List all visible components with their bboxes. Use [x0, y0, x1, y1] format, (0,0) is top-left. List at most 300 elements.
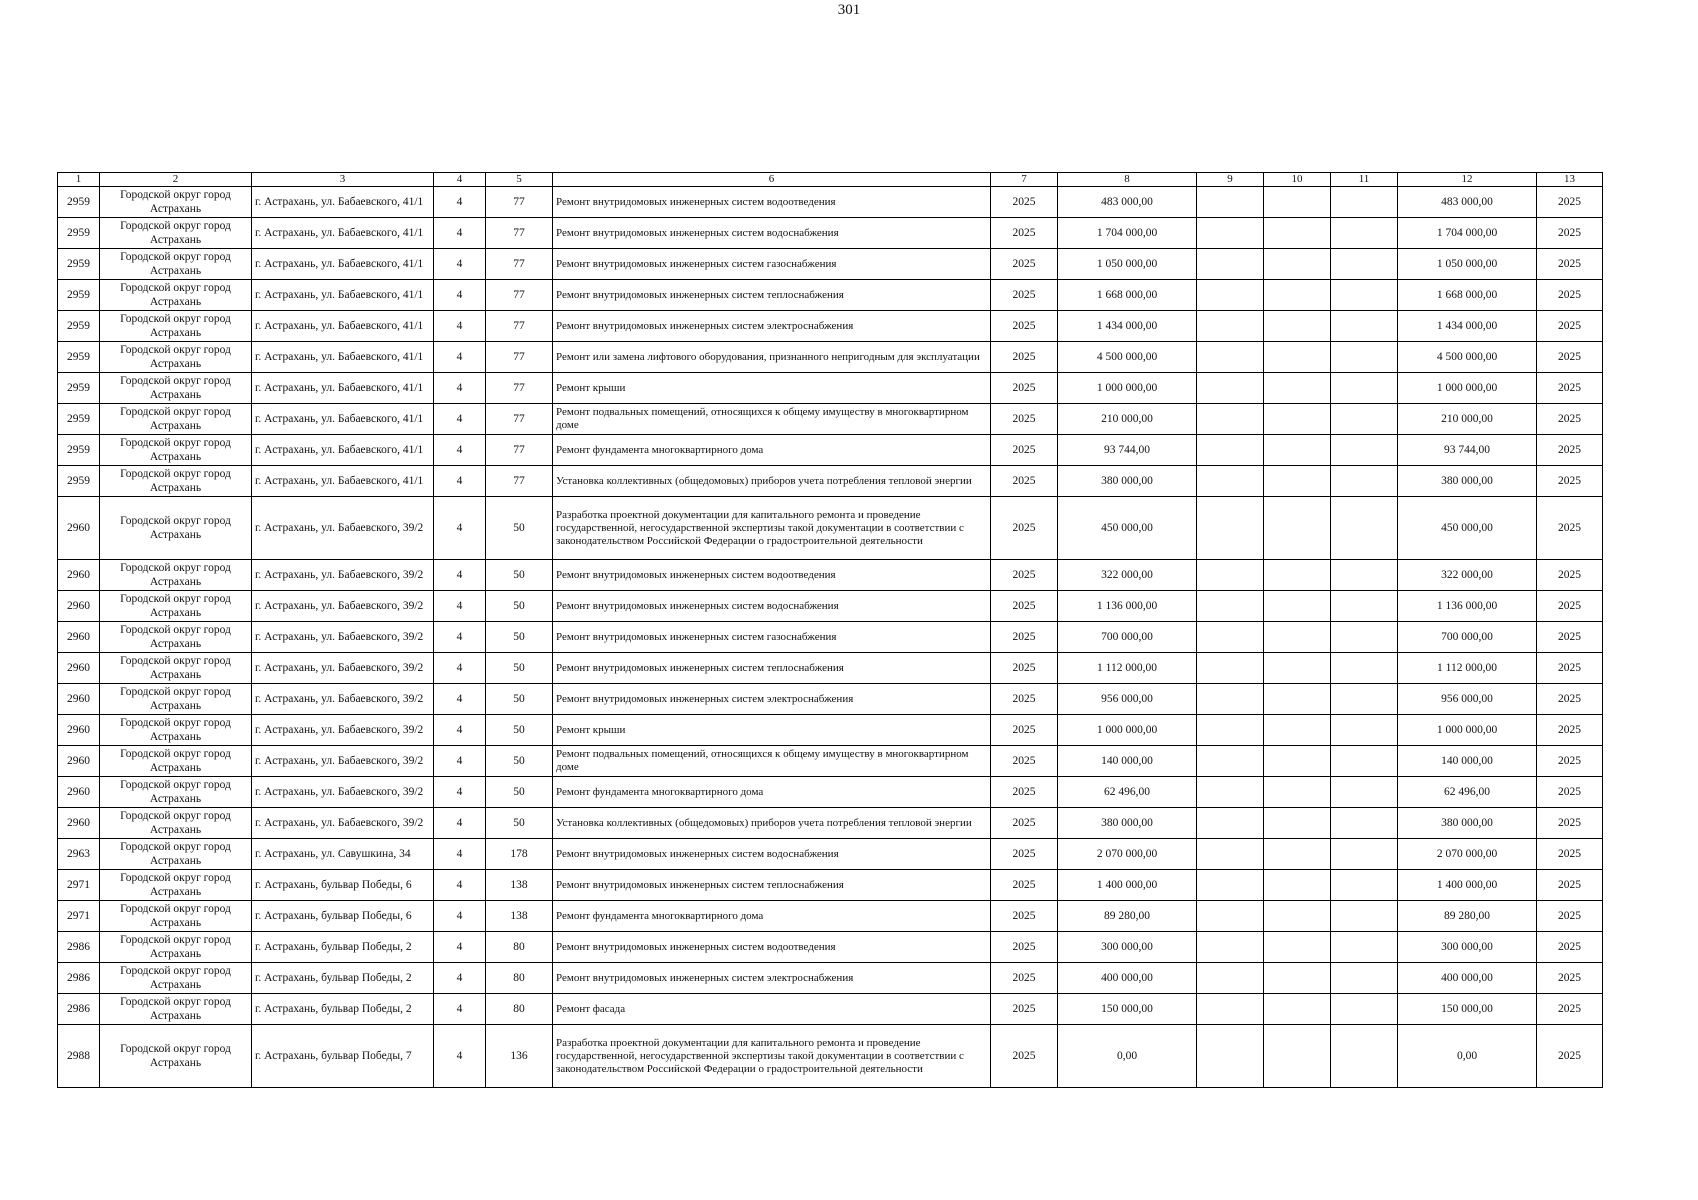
work-type-cell: Ремонт фундамента многоквартирного дома: [553, 435, 991, 466]
work-type-cell: Ремонт внутридомовых инженерных систем электроснабжения: [553, 963, 991, 994]
cost-total-cell: 380 000,00: [1058, 808, 1197, 839]
cost-fund-cell: 1 704 000,00: [1398, 218, 1537, 249]
row-number: 2986: [58, 994, 100, 1025]
column-9-cell: [1197, 746, 1264, 777]
table-row: [58, 342, 1603, 373]
column-header-11: 11: [1331, 173, 1398, 187]
column-header-4: 4: [434, 173, 486, 187]
column-5-cell: 77: [486, 187, 553, 218]
column-11-cell: [1331, 218, 1398, 249]
column-11-cell: [1331, 373, 1398, 404]
table-row: [58, 435, 1603, 466]
cost-total-cell: 93 744,00: [1058, 435, 1197, 466]
column-10-cell: [1264, 560, 1331, 591]
column-header-8: 8: [1058, 173, 1197, 187]
row-number: 2963: [58, 839, 100, 870]
plan-year-cell: 2025: [1537, 622, 1603, 653]
year-cell: 2025: [991, 994, 1058, 1025]
cost-fund-cell: 1 136 000,00: [1398, 591, 1537, 622]
cost-total-cell: 140 000,00: [1058, 746, 1197, 777]
column-4-cell: 4: [434, 187, 486, 218]
municipality-cell: Городской округ город Астрахань: [100, 466, 252, 497]
column-9-cell: [1197, 187, 1264, 218]
plan-year-cell: 2025: [1537, 963, 1603, 994]
municipality-cell: Городской округ город Астрахань: [100, 622, 252, 653]
column-9-cell: [1197, 404, 1264, 435]
cost-total-cell: 300 000,00: [1058, 932, 1197, 963]
row-number: 2960: [58, 560, 100, 591]
column-5-cell: 178: [486, 839, 553, 870]
address-cell: г. Астрахань, бульвар Победы, 6: [252, 901, 434, 932]
cost-total-cell: 0,00: [1058, 1025, 1197, 1088]
cost-fund-cell: 300 000,00: [1398, 932, 1537, 963]
table-row: [58, 280, 1603, 311]
table-row: [58, 684, 1603, 715]
table-row: [58, 808, 1603, 839]
cost-total-cell: 210 000,00: [1058, 404, 1197, 435]
cost-total-cell: 700 000,00: [1058, 622, 1197, 653]
column-4-cell: 4: [434, 963, 486, 994]
municipality-cell: Городской округ город Астрахань: [100, 560, 252, 591]
column-4-cell: 4: [434, 994, 486, 1025]
municipality-cell: Городской округ город Астрахань: [100, 870, 252, 901]
work-type-cell: Установка коллективных (общедомовых) приборов учета потребления тепловой энергии: [553, 466, 991, 497]
column-4-cell: 4: [434, 839, 486, 870]
column-5-cell: 77: [486, 466, 553, 497]
plan-year-cell: 2025: [1537, 280, 1603, 311]
work-type-cell: Ремонт крыши: [553, 715, 991, 746]
address-cell: г. Астрахань, ул. Бабаевского, 39/2: [252, 497, 434, 560]
column-11-cell: [1331, 777, 1398, 808]
cost-total-cell: 150 000,00: [1058, 994, 1197, 1025]
table-row: [58, 963, 1603, 994]
column-4-cell: 4: [434, 560, 486, 591]
column-10-cell: [1264, 187, 1331, 218]
column-11-cell: [1331, 963, 1398, 994]
municipality-cell: Городской округ город Астрахань: [100, 187, 252, 218]
column-11-cell: [1331, 311, 1398, 342]
column-11-cell: [1331, 932, 1398, 963]
column-10-cell: [1264, 963, 1331, 994]
work-type-cell: Ремонт внутридомовых инженерных систем водоснабжения: [553, 591, 991, 622]
address-cell: г. Астрахань, ул. Бабаевского, 39/2: [252, 622, 434, 653]
column-4-cell: 4: [434, 435, 486, 466]
municipality-cell: Городской округ город Астрахань: [100, 746, 252, 777]
municipality-cell: Городской округ город Астрахань: [100, 280, 252, 311]
municipality-cell: Городской округ город Астрахань: [100, 435, 252, 466]
table-row: [58, 715, 1603, 746]
table-row: [58, 249, 1603, 280]
column-header-7: 7: [991, 173, 1058, 187]
column-header-3: 3: [252, 173, 434, 187]
column-9-cell: [1197, 715, 1264, 746]
plan-year-cell: 2025: [1537, 1025, 1603, 1088]
work-type-cell: Ремонт внутридомовых инженерных систем теплоснабжения: [553, 870, 991, 901]
municipality-cell: Городской округ город Астрахань: [100, 777, 252, 808]
header-row: [58, 173, 1603, 187]
table-row: [58, 218, 1603, 249]
cost-total-cell: 1 000 000,00: [1058, 715, 1197, 746]
column-header-6: 6: [553, 173, 991, 187]
column-11-cell: [1331, 435, 1398, 466]
column-9-cell: [1197, 808, 1264, 839]
column-10-cell: [1264, 932, 1331, 963]
cost-fund-cell: 93 744,00: [1398, 435, 1537, 466]
plan-year-cell: 2025: [1537, 715, 1603, 746]
column-5-cell: 80: [486, 994, 553, 1025]
cost-total-cell: 62 496,00: [1058, 777, 1197, 808]
column-11-cell: [1331, 746, 1398, 777]
year-cell: 2025: [991, 1025, 1058, 1088]
municipality-cell: Городской округ город Астрахань: [100, 963, 252, 994]
table-row: [58, 466, 1603, 497]
table-row: [58, 777, 1603, 808]
column-5-cell: 50: [486, 653, 553, 684]
column-5-cell: 77: [486, 280, 553, 311]
column-11-cell: [1331, 466, 1398, 497]
row-number: 2959: [58, 466, 100, 497]
column-5-cell: 77: [486, 404, 553, 435]
column-11-cell: [1331, 622, 1398, 653]
column-10-cell: [1264, 839, 1331, 870]
table-row: [58, 560, 1603, 591]
cost-total-cell: 956 000,00: [1058, 684, 1197, 715]
plan-year-cell: 2025: [1537, 187, 1603, 218]
row-number: 2959: [58, 311, 100, 342]
work-type-cell: Установка коллективных (общедомовых) приборов учета потребления тепловой энергии: [553, 808, 991, 839]
work-type-cell: Ремонт внутридомовых инженерных систем водоотведения: [553, 932, 991, 963]
column-5-cell: 77: [486, 311, 553, 342]
table-row: [58, 404, 1603, 435]
column-10-cell: [1264, 435, 1331, 466]
work-type-cell: Ремонт подвальных помещений, относящихся к общему имуществу в многоквартирном доме: [553, 746, 991, 777]
cost-total-cell: 483 000,00: [1058, 187, 1197, 218]
column-10-cell: [1264, 218, 1331, 249]
column-9-cell: [1197, 653, 1264, 684]
column-5-cell: 50: [486, 715, 553, 746]
year-cell: 2025: [991, 901, 1058, 932]
cost-fund-cell: 1 668 000,00: [1398, 280, 1537, 311]
column-11-cell: [1331, 497, 1398, 560]
column-11-cell: [1331, 684, 1398, 715]
address-cell: г. Астрахань, ул. Бабаевского, 39/2: [252, 684, 434, 715]
column-5-cell: 50: [486, 777, 553, 808]
year-cell: 2025: [991, 560, 1058, 591]
work-type-cell: Ремонт внутридомовых инженерных систем водоснабжения: [553, 218, 991, 249]
column-9-cell: [1197, 870, 1264, 901]
work-type-cell: Ремонт или замена лифтового оборудования, признанного непригодным для эксплуатации: [553, 342, 991, 373]
work-type-cell: Ремонт фасада: [553, 994, 991, 1025]
column-4-cell: 4: [434, 715, 486, 746]
year-cell: 2025: [991, 435, 1058, 466]
year-cell: 2025: [991, 249, 1058, 280]
municipality-cell: Городской округ город Астрахань: [100, 808, 252, 839]
column-5-cell: 138: [486, 901, 553, 932]
column-4-cell: 4: [434, 591, 486, 622]
work-type-cell: Ремонт внутридомовых инженерных систем теплоснабжения: [553, 280, 991, 311]
column-4-cell: 4: [434, 280, 486, 311]
column-5-cell: 77: [486, 373, 553, 404]
cost-total-cell: 1 704 000,00: [1058, 218, 1197, 249]
column-4-cell: 4: [434, 404, 486, 435]
page-number: 301: [837, 2, 861, 18]
row-number: 2960: [58, 622, 100, 653]
plan-year-cell: 2025: [1537, 591, 1603, 622]
plan-year-cell: 2025: [1537, 870, 1603, 901]
column-5-cell: 77: [486, 342, 553, 373]
column-10-cell: [1264, 249, 1331, 280]
column-10-cell: [1264, 1025, 1331, 1088]
column-header-5: 5: [486, 173, 553, 187]
plan-year-cell: 2025: [1537, 435, 1603, 466]
cost-total-cell: 400 000,00: [1058, 963, 1197, 994]
plan-year-cell: 2025: [1537, 777, 1603, 808]
work-type-cell: Ремонт крыши: [553, 373, 991, 404]
column-5-cell: 77: [486, 435, 553, 466]
cost-fund-cell: 483 000,00: [1398, 187, 1537, 218]
column-11-cell: [1331, 280, 1398, 311]
column-9-cell: [1197, 963, 1264, 994]
column-5-cell: 138: [486, 870, 553, 901]
column-9-cell: [1197, 560, 1264, 591]
table-row: [58, 746, 1603, 777]
municipality-cell: Городской округ город Астрахань: [100, 901, 252, 932]
column-11-cell: [1331, 901, 1398, 932]
municipality-cell: Городской округ город Астрахань: [100, 932, 252, 963]
column-4-cell: 4: [434, 249, 486, 280]
cost-fund-cell: 2 070 000,00: [1398, 839, 1537, 870]
column-5-cell: 50: [486, 560, 553, 591]
column-10-cell: [1264, 870, 1331, 901]
address-cell: г. Астрахань, ул. Бабаевского, 41/1: [252, 249, 434, 280]
plan-year-cell: 2025: [1537, 373, 1603, 404]
column-9-cell: [1197, 1025, 1264, 1088]
column-9-cell: [1197, 280, 1264, 311]
cost-total-cell: 2 070 000,00: [1058, 839, 1197, 870]
row-number: 2986: [58, 963, 100, 994]
column-11-cell: [1331, 591, 1398, 622]
address-cell: г. Астрахань, ул. Бабаевского, 39/2: [252, 715, 434, 746]
column-11-cell: [1331, 560, 1398, 591]
row-number: 2988: [58, 1025, 100, 1088]
plan-year-cell: 2025: [1537, 684, 1603, 715]
column-5-cell: 77: [486, 218, 553, 249]
column-5-cell: 50: [486, 497, 553, 560]
column-4-cell: 4: [434, 311, 486, 342]
plan-year-cell: 2025: [1537, 932, 1603, 963]
column-4-cell: 4: [434, 373, 486, 404]
column-11-cell: [1331, 839, 1398, 870]
row-number: 2959: [58, 249, 100, 280]
cost-fund-cell: 140 000,00: [1398, 746, 1537, 777]
column-5-cell: 50: [486, 746, 553, 777]
cost-fund-cell: 400 000,00: [1398, 963, 1537, 994]
address-cell: г. Астрахань, ул. Бабаевского, 39/2: [252, 746, 434, 777]
year-cell: 2025: [991, 497, 1058, 560]
plan-year-cell: 2025: [1537, 466, 1603, 497]
address-cell: г. Астрахань, ул. Бабаевского, 41/1: [252, 218, 434, 249]
column-9-cell: [1197, 497, 1264, 560]
column-10-cell: [1264, 404, 1331, 435]
cost-fund-cell: 89 280,00: [1398, 901, 1537, 932]
row-number: 2960: [58, 497, 100, 560]
address-cell: г. Астрахань, бульвар Победы, 2: [252, 932, 434, 963]
cost-total-cell: 1 000 000,00: [1058, 373, 1197, 404]
capital-repair-table: [57, 172, 1603, 1088]
column-5-cell: 80: [486, 932, 553, 963]
year-cell: 2025: [991, 373, 1058, 404]
plan-year-cell: 2025: [1537, 249, 1603, 280]
year-cell: 2025: [991, 746, 1058, 777]
plan-year-cell: 2025: [1537, 404, 1603, 435]
row-number: 2986: [58, 932, 100, 963]
work-type-cell: Ремонт внутридомовых инженерных систем газоснабжения: [553, 249, 991, 280]
column-11-cell: [1331, 994, 1398, 1025]
plan-year-cell: 2025: [1537, 311, 1603, 342]
cost-fund-cell: 700 000,00: [1398, 622, 1537, 653]
plan-year-cell: 2025: [1537, 808, 1603, 839]
cost-fund-cell: 210 000,00: [1398, 404, 1537, 435]
column-10-cell: [1264, 994, 1331, 1025]
row-number: 2959: [58, 373, 100, 404]
cost-fund-cell: 150 000,00: [1398, 994, 1537, 1025]
table-row: [58, 373, 1603, 404]
column-5-cell: 50: [486, 591, 553, 622]
address-cell: г. Астрахань, ул. Бабаевского, 39/2: [252, 808, 434, 839]
column-9-cell: [1197, 622, 1264, 653]
municipality-cell: Городской округ город Астрахань: [100, 373, 252, 404]
cost-total-cell: 1 136 000,00: [1058, 591, 1197, 622]
cost-fund-cell: 4 500 000,00: [1398, 342, 1537, 373]
column-9-cell: [1197, 994, 1264, 1025]
plan-year-cell: 2025: [1537, 497, 1603, 560]
row-number: 2960: [58, 808, 100, 839]
column-5-cell: 50: [486, 684, 553, 715]
column-9-cell: [1197, 932, 1264, 963]
year-cell: 2025: [991, 466, 1058, 497]
column-11-cell: [1331, 404, 1398, 435]
year-cell: 2025: [991, 684, 1058, 715]
column-11-cell: [1331, 342, 1398, 373]
row-number: 2960: [58, 777, 100, 808]
column-4-cell: 4: [434, 1025, 486, 1088]
column-9-cell: [1197, 342, 1264, 373]
year-cell: 2025: [991, 808, 1058, 839]
year-cell: 2025: [991, 311, 1058, 342]
column-header-10: 10: [1264, 173, 1331, 187]
address-cell: г. Астрахань, ул. Бабаевского, 39/2: [252, 777, 434, 808]
address-cell: г. Астрахань, ул. Бабаевского, 39/2: [252, 560, 434, 591]
row-number: 2959: [58, 435, 100, 466]
work-type-cell: Ремонт подвальных помещений, относящихся к общему имуществу в многоквартирном доме: [553, 404, 991, 435]
cost-total-cell: 450 000,00: [1058, 497, 1197, 560]
cost-fund-cell: 322 000,00: [1398, 560, 1537, 591]
column-4-cell: 4: [434, 218, 486, 249]
cost-total-cell: 322 000,00: [1058, 560, 1197, 591]
column-4-cell: 4: [434, 684, 486, 715]
column-10-cell: [1264, 653, 1331, 684]
plan-year-cell: 2025: [1537, 994, 1603, 1025]
column-11-cell: [1331, 808, 1398, 839]
cost-fund-cell: 956 000,00: [1398, 684, 1537, 715]
work-type-cell: Ремонт внутридомовых инженерных систем водоотведения: [553, 187, 991, 218]
municipality-cell: Городской округ город Астрахань: [100, 404, 252, 435]
work-type-cell: Ремонт внутридомовых инженерных систем электроснабжения: [553, 684, 991, 715]
column-4-cell: 4: [434, 808, 486, 839]
municipality-cell: Городской округ город Астрахань: [100, 249, 252, 280]
year-cell: 2025: [991, 777, 1058, 808]
row-number: 2971: [58, 901, 100, 932]
address-cell: г. Астрахань, ул. Бабаевского, 41/1: [252, 404, 434, 435]
row-number: 2959: [58, 280, 100, 311]
work-type-cell: Ремонт внутридомовых инженерных систем водоотведения: [553, 560, 991, 591]
address-cell: г. Астрахань, ул. Бабаевского, 41/1: [252, 311, 434, 342]
column-10-cell: [1264, 901, 1331, 932]
cost-total-cell: 4 500 000,00: [1058, 342, 1197, 373]
year-cell: 2025: [991, 591, 1058, 622]
year-cell: 2025: [991, 622, 1058, 653]
column-11-cell: [1331, 187, 1398, 218]
year-cell: 2025: [991, 963, 1058, 994]
column-10-cell: [1264, 280, 1331, 311]
year-cell: 2025: [991, 715, 1058, 746]
column-10-cell: [1264, 715, 1331, 746]
table-header: [58, 173, 1603, 187]
column-10-cell: [1264, 591, 1331, 622]
cost-total-cell: 1 112 000,00: [1058, 653, 1197, 684]
column-9-cell: [1197, 218, 1264, 249]
column-4-cell: 4: [434, 466, 486, 497]
row-number: 2959: [58, 218, 100, 249]
column-9-cell: [1197, 684, 1264, 715]
column-9-cell: [1197, 901, 1264, 932]
column-4-cell: 4: [434, 342, 486, 373]
column-4-cell: 4: [434, 497, 486, 560]
municipality-cell: Городской округ город Астрахань: [100, 994, 252, 1025]
address-cell: г. Астрахань, бульвар Победы, 6: [252, 870, 434, 901]
plan-year-cell: 2025: [1537, 901, 1603, 932]
column-11-cell: [1331, 653, 1398, 684]
cost-fund-cell: 1 000 000,00: [1398, 373, 1537, 404]
row-number: 2960: [58, 653, 100, 684]
row-number: 2959: [58, 342, 100, 373]
address-cell: г. Астрахань, ул. Бабаевского, 41/1: [252, 187, 434, 218]
cost-total-cell: 1 400 000,00: [1058, 870, 1197, 901]
column-9-cell: [1197, 777, 1264, 808]
address-cell: г. Астрахань, ул. Бабаевского, 41/1: [252, 280, 434, 311]
work-type-cell: Ремонт фундамента многоквартирного дома: [553, 777, 991, 808]
work-type-cell: Ремонт фундамента многоквартирного дома: [553, 901, 991, 932]
column-9-cell: [1197, 839, 1264, 870]
table-row: [58, 653, 1603, 684]
work-type-cell: Ремонт внутридомовых инженерных систем газоснабжения: [553, 622, 991, 653]
table-row: [58, 622, 1603, 653]
column-9-cell: [1197, 373, 1264, 404]
cost-fund-cell: 450 000,00: [1398, 497, 1537, 560]
row-number: 2959: [58, 187, 100, 218]
column-10-cell: [1264, 466, 1331, 497]
plan-year-cell: 2025: [1537, 839, 1603, 870]
column-9-cell: [1197, 591, 1264, 622]
address-cell: г. Астрахань, бульвар Победы, 7: [252, 1025, 434, 1088]
column-9-cell: [1197, 311, 1264, 342]
work-type-cell: Ремонт внутридомовых инженерных систем электроснабжения: [553, 311, 991, 342]
cost-fund-cell: 380 000,00: [1398, 808, 1537, 839]
cost-fund-cell: 62 496,00: [1398, 777, 1537, 808]
column-header-2: 2: [100, 173, 252, 187]
column-10-cell: [1264, 373, 1331, 404]
year-cell: 2025: [991, 280, 1058, 311]
